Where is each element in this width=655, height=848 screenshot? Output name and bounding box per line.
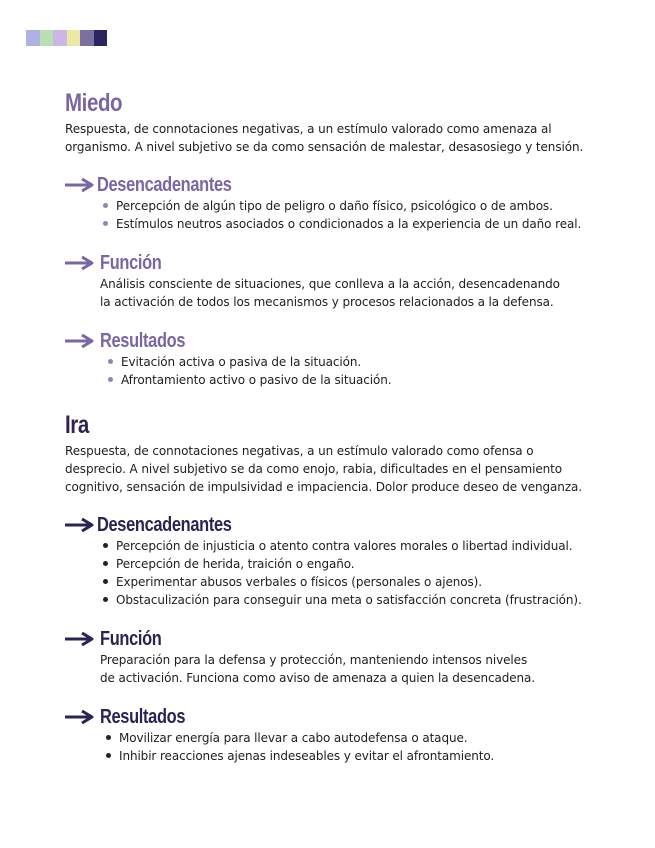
- function-line: Preparación para la defensa y protección, manteniendo intensos niveles: [100, 653, 528, 667]
- arrow-right-icon: [65, 334, 95, 348]
- arrow-right-icon: [65, 632, 95, 646]
- arrow-right-icon: [65, 710, 95, 724]
- results-list: [121, 353, 625, 389]
- section-description: [65, 442, 625, 496]
- subsection-resultados: [65, 329, 625, 389]
- bullet-icon: [108, 377, 113, 382]
- subsection-title: Resultados: [100, 705, 186, 728]
- subsection-funcion: [65, 251, 625, 311]
- section-description: [65, 120, 625, 156]
- bullet-icon: [106, 735, 111, 740]
- description-line: organismo. A nivel subjetivo se da como sensación de malestar, desasosiego y tensión.: [65, 140, 584, 154]
- function-text: [100, 275, 625, 311]
- description-line: Respuesta, de connotaciones negativas, a un estímulo valorado como amenaza al: [65, 122, 552, 136]
- subsection-resultados: [65, 705, 625, 765]
- list-item: Estímulos neutros asociados o condicionados a la experiencia de un daño real.: [116, 215, 625, 233]
- function-line: Análisis consciente de situaciones, que conlleva a la acción, desencadenando: [100, 277, 560, 291]
- list-item: Afrontamiento activo o pasivo de la situación.: [121, 371, 625, 389]
- section-ira: [65, 410, 625, 765]
- subsection-funcion: [65, 627, 625, 687]
- arrow-right-icon: [65, 518, 95, 532]
- subsection-title: Desencadenantes: [97, 513, 232, 536]
- palette-swatch: [53, 30, 67, 46]
- palette-swatch: [94, 30, 108, 46]
- subsection-desencadenantes: [65, 173, 625, 233]
- list-item: Inhibir reacciones ajenas indeseables y evitar el afrontamiento.: [119, 747, 625, 765]
- function-line: de activación. Funciona como aviso de amenaza a quien la desencadena.: [100, 671, 536, 685]
- description-line: cognitivo, sensación de impulsividad e impaciencia. Dolor produce deseo de venganza.: [65, 480, 582, 494]
- function-text: [100, 651, 625, 687]
- bullet-icon: [103, 597, 108, 602]
- description-line: Respuesta, de connotaciones negativas, a un estímulo valorado como ofensa o: [65, 444, 534, 458]
- list-item: Movilizar energía para llevar a cabo autodefensa o ataque.: [119, 729, 625, 747]
- bullet-icon: [103, 543, 108, 548]
- section-title: Miedo: [65, 89, 123, 117]
- description-line: desprecio. A nivel subjetivo se da como enojo, rabia, dificultades en el pensamiento: [65, 462, 562, 476]
- trigger-list: [116, 197, 625, 233]
- palette-swatch: [67, 30, 81, 46]
- palette-swatch: [40, 30, 54, 46]
- bullet-icon: [103, 579, 108, 584]
- bullet-icon: [103, 561, 108, 566]
- list-item: Percepción de herida, traición o engaño.: [116, 555, 625, 573]
- function-line: la activación de todos los mecanismos y procesos relacionados a la defensa.: [100, 295, 554, 309]
- list-item: Percepción de injusticia o atento contra valores morales o libertad individual.: [116, 537, 625, 555]
- subsection-title: Función: [100, 627, 162, 650]
- subsection-desencadenantes: [65, 513, 625, 609]
- list-item: Evitación activa o pasiva de la situación.: [121, 353, 625, 371]
- results-list: [119, 729, 625, 765]
- list-item: Percepción de algún tipo de peligro o daño físico, psicológico o de ambos.: [116, 197, 625, 215]
- trigger-list: [116, 537, 625, 609]
- bullet-icon: [103, 203, 108, 208]
- color-palette: [26, 30, 107, 46]
- subsection-title: Función: [100, 251, 162, 274]
- bullet-icon: [108, 359, 113, 364]
- bullet-icon: [103, 221, 108, 226]
- arrow-right-icon: [65, 178, 95, 192]
- section-miedo: [65, 88, 625, 389]
- arrow-right-icon: [65, 256, 95, 270]
- subsection-title: Desencadenantes: [97, 173, 232, 196]
- palette-swatch: [80, 30, 94, 46]
- section-title: Ira: [65, 411, 89, 439]
- list-item: Experimentar abusos verbales o físicos (personales o ajenos).: [116, 573, 625, 591]
- list-item: Obstaculización para conseguir una meta o satisfacción concreta (frustración).: [116, 591, 625, 609]
- subsection-title: Resultados: [100, 329, 186, 352]
- palette-swatch: [26, 30, 40, 46]
- bullet-icon: [106, 753, 111, 758]
